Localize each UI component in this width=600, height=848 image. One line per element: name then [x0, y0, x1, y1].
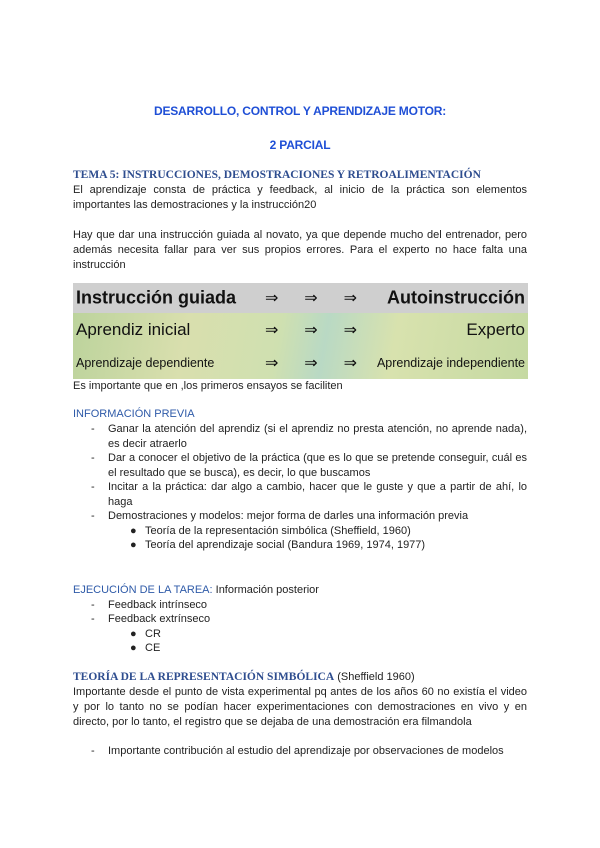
list-item: - Dar a conocer el objetivo de la práctica (que es lo que se pretende conseguir, cuál es el resultado que se busca), es decir, lo que buscamos — [91, 452, 527, 479]
figure-row — [73, 313, 528, 347]
teoria-heading: TEORÍA DE LA REPRESENTACIÓN SIMBÓLICA — [73, 670, 335, 683]
document-subtitle: 2 PARCIAL — [269, 138, 331, 152]
list-item: - Feedback extrínseco — [91, 613, 211, 625]
figure-left-label: Instrucción guiada — [76, 287, 237, 308]
info-previa-heading: INFORMACIÓN PREVIA — [73, 408, 195, 420]
ejecucion-list — [73, 598, 527, 627]
figure-caption-text: Es importante que en ,los primeros ensayos se faciliten — [73, 380, 343, 392]
tema5-paragraph-1: El aprendizaje consta de práctica y feedback, al inicio de la práctica son elementos importantes las demostraciones y la instrucción20 — [73, 184, 527, 211]
figure-left-label: Aprendizaje dependiente — [76, 356, 215, 370]
arrow-icon: ⇒ — [265, 355, 279, 372]
teoria-heading-rest: (Sheffield 1960) — [334, 670, 415, 683]
arrow-icon: ⇒ — [343, 290, 357, 307]
teoria-paragraph: Importante desde el punto de vista experimental pq antes de los años 60 no existía el video y por lo tanto no se podían hacer experimentaciones con demostraciones en vivo y en directo, por lo tanto, el registro que se dejaba de una demostración era filmandola — [73, 685, 527, 728]
arrow-icon: ⇒ — [304, 322, 318, 339]
teoria-list — [73, 744, 527, 759]
list-item: - Feedback intrínseco — [91, 598, 208, 611]
info-previa-list — [73, 422, 527, 524]
list-item: - Importante contribución al estudio del aprendizaje por observaciones de modelos — [91, 744, 504, 757]
list-item: - Ganar la atención del aprendiz (si el aprendiz no presta atención, no aprende nada), es decir atraerlo — [91, 423, 527, 450]
instruction-progression-figure — [73, 283, 528, 379]
arrow-icon: ⇒ — [304, 290, 318, 307]
arrow-icon: ⇒ — [304, 355, 318, 372]
teoria-heading-line — [73, 670, 527, 685]
list-item: - Demostraciones y modelos: mejor forma de darles una información previa — [91, 510, 469, 522]
arrow-icon: ⇒ — [265, 290, 279, 307]
figure-row — [73, 347, 528, 379]
list-item: ● CE — [130, 642, 161, 654]
document-title: DESARROLLO, CONTROL Y APRENDIZAJE MOTOR: — [153, 104, 447, 118]
arrow-icon: ⇒ — [343, 355, 357, 372]
figure-right-label: Autoinstrucción — [387, 287, 525, 308]
ejecucion-sublist — [73, 627, 527, 656]
figure-right-label: Aprendizaje independiente — [376, 356, 525, 370]
list-item: - Incitar a la práctica: dar algo a cambio, hacer que le guste y que a partir de ahí, lo haga — [91, 481, 527, 508]
ejecucion-heading: EJECUCIÓN DE LA TAREA: — [73, 583, 213, 596]
tema5-heading: TEMA 5: INSTRUCCIONES, DEMOSTRACIONES Y RETROALIMENTACIÓN — [73, 169, 481, 181]
info-previa-sublist — [73, 524, 527, 553]
tema5-paragraph-2: Hay que dar una instrucción guiada al novato, ya que depende mucho del entrenador, pero además necesita fallar para ver sus propios errores. Para el experto no hace falta una instrucción — [73, 229, 527, 271]
list-item: ● CR — [130, 627, 161, 640]
list-item: ● Teoría del aprendizaje social (Bandura 1969, 1974, 1977) — [130, 539, 426, 551]
arrow-icon: ⇒ — [343, 322, 357, 339]
ejecucion-heading-line — [73, 583, 527, 598]
figure-row — [73, 283, 528, 313]
figure-right-label: Experto — [466, 320, 525, 339]
list-item: ● Teoría de la representación simbólica (Sheffield, 1960) — [130, 524, 411, 537]
arrow-icon: ⇒ — [265, 322, 279, 339]
ejecucion-heading-rest: Información posterior — [212, 583, 319, 596]
figure-left-label: Aprendiz inicial — [76, 320, 191, 339]
